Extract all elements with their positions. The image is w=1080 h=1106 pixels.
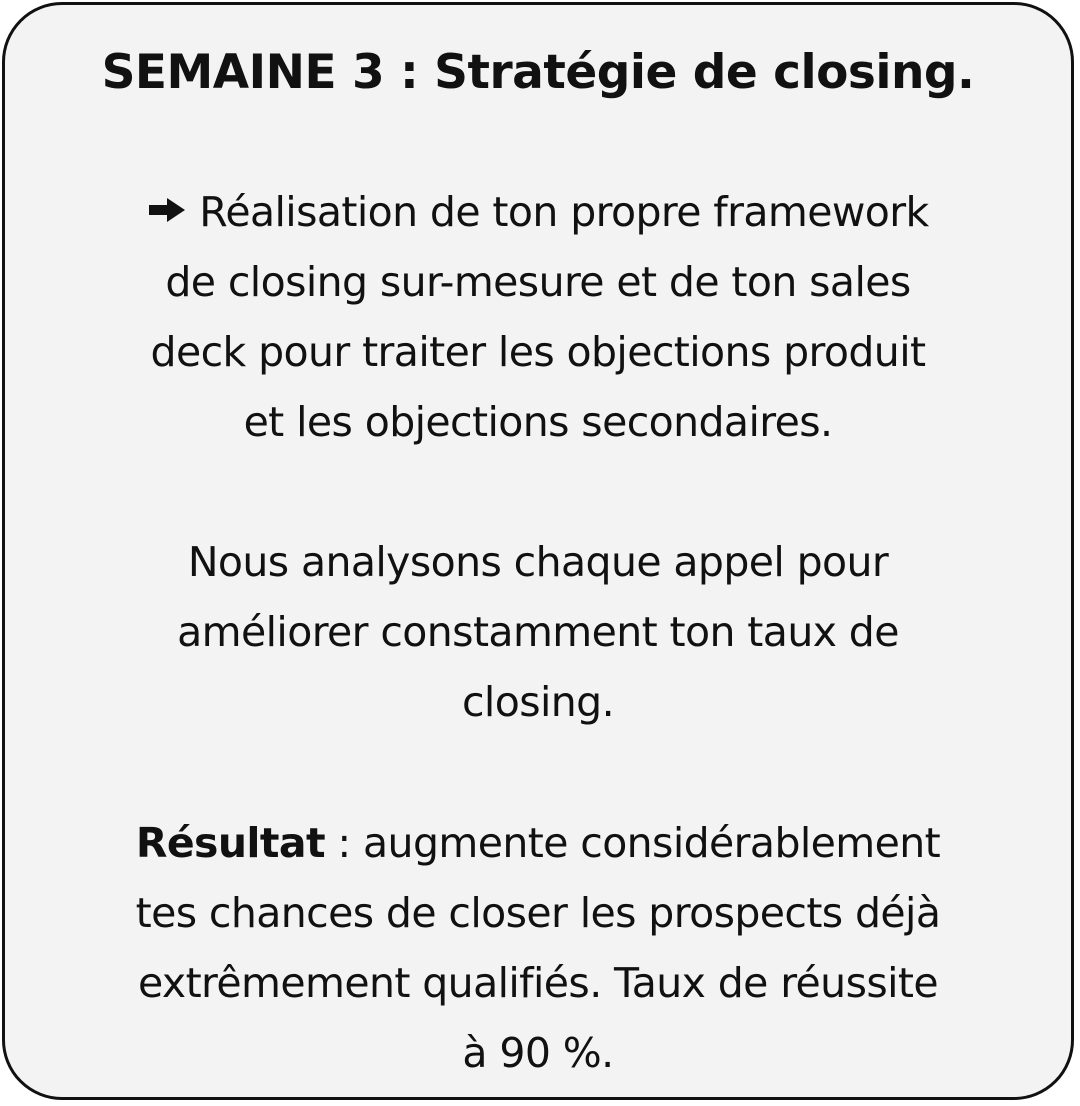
framework-line-1 xyxy=(5,177,1071,247)
framework-text-1: Réalisation de ton propre framework xyxy=(199,188,929,236)
result-text-1: : augmente considérablement xyxy=(324,819,941,867)
analysis-line-2: améliorer constamment ton taux de xyxy=(177,608,899,656)
framework-line-2: de closing sur-mesure et de ton sales xyxy=(165,258,911,306)
result-label: Résultat xyxy=(135,819,325,867)
right-arrow-icon xyxy=(147,177,187,247)
result-line-4: à 90 %. xyxy=(462,1029,614,1077)
framework-line-3: deck pour traiter les objections produit xyxy=(150,328,926,376)
content-card xyxy=(2,2,1074,1100)
analysis-line-3: closing. xyxy=(461,678,614,726)
result-line-2: tes chances de closer les prospects déjà xyxy=(135,889,941,937)
framework-line-4: et les objections secondaires. xyxy=(243,398,833,446)
result-paragraph xyxy=(5,808,1071,1088)
analysis-line-1: Nous analysons chaque appel pour xyxy=(187,538,889,586)
result-line-1 xyxy=(5,808,1071,878)
analysis-paragraph xyxy=(5,527,1071,737)
result-line-3: extrêmement qualifiés. Taux de réussite xyxy=(138,959,938,1007)
card-title: SEMAINE 3 : Stratégie de closing. xyxy=(101,45,975,100)
framework-paragraph xyxy=(5,177,1071,457)
